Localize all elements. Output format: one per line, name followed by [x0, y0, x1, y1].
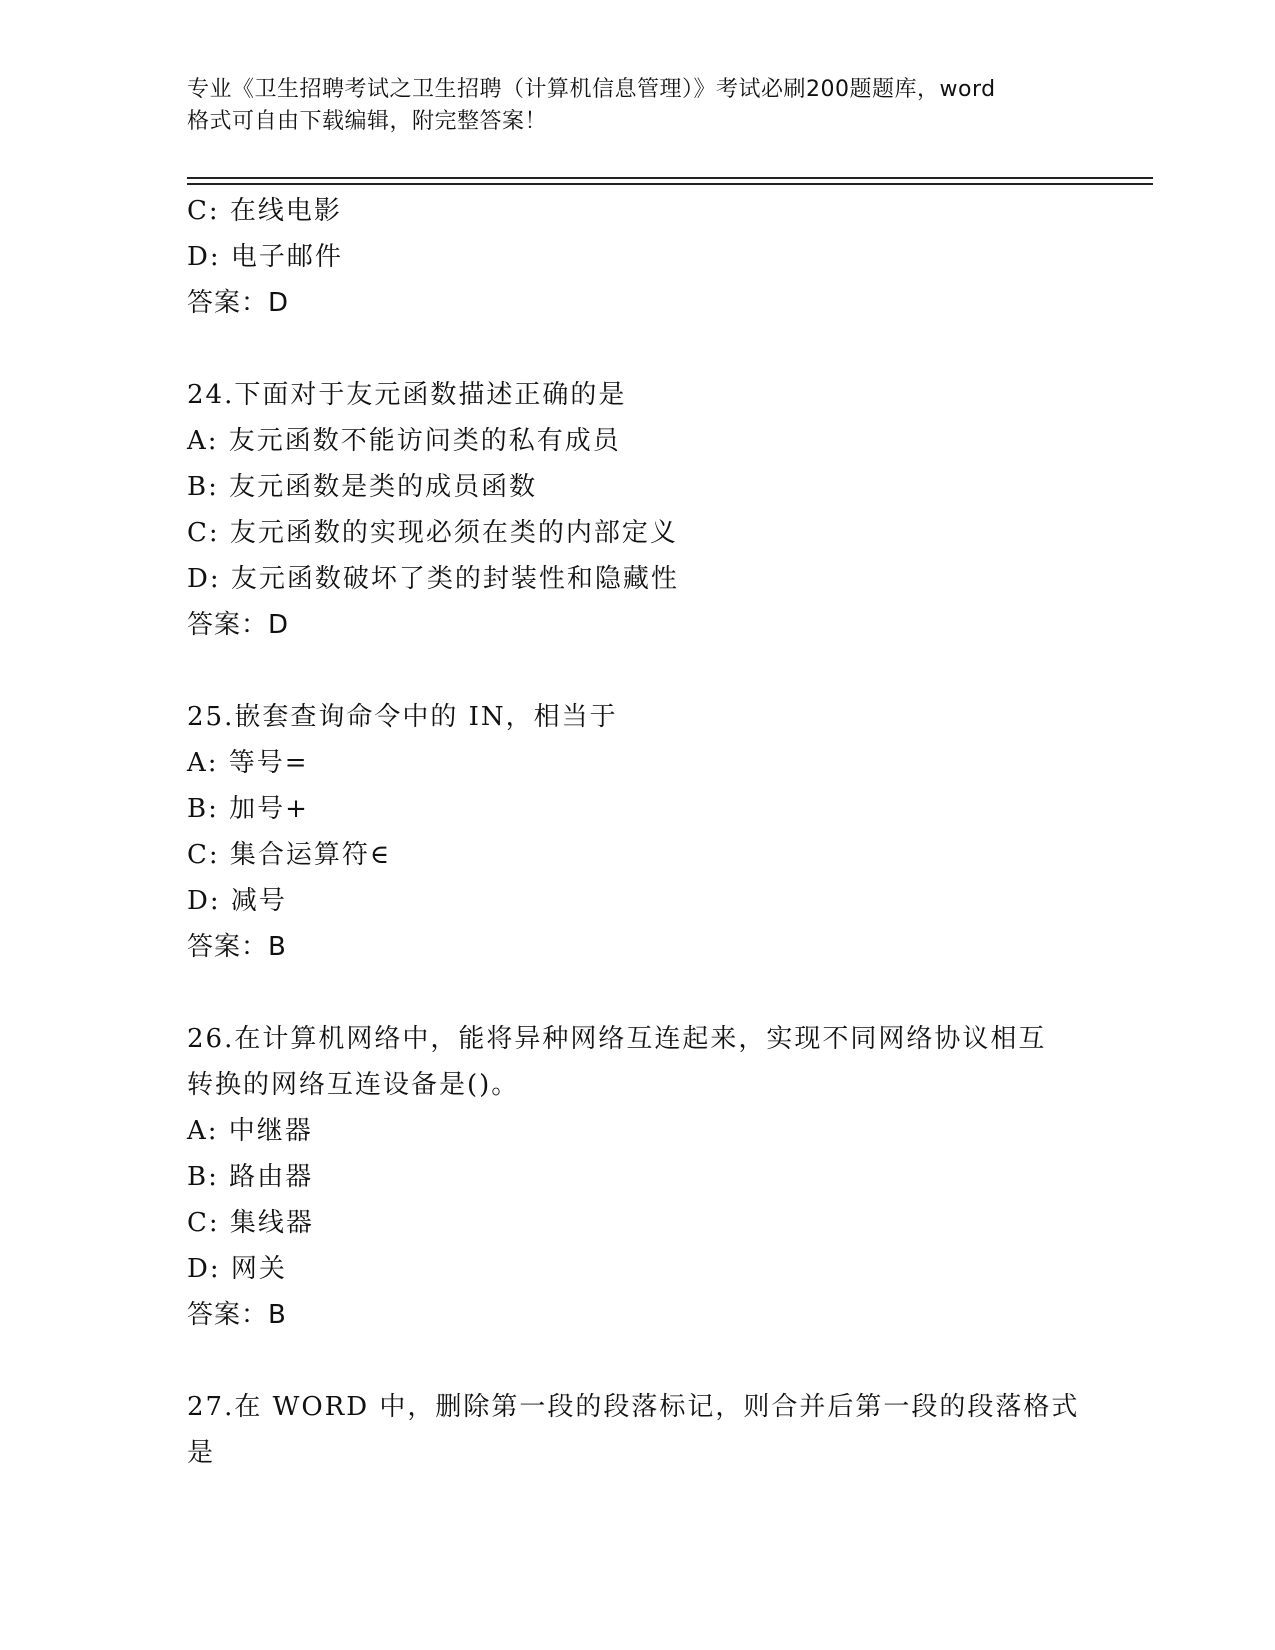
q24-option-b: B: 友元函数是类的成员函数	[187, 472, 538, 502]
q24-answer: 答案：D	[187, 610, 290, 640]
q26-option-b: B: 路由器	[187, 1162, 314, 1192]
spacer	[187, 648, 1087, 694]
spacer	[187, 1338, 1087, 1384]
q27-title-line-2: 是	[187, 1438, 216, 1468]
q25-option-c: C: 集合运算符∈	[187, 840, 392, 870]
question-list	[187, 188, 1087, 1476]
question-26	[187, 1016, 1087, 1338]
q25-option-a: A: 等号=	[187, 748, 309, 778]
q26-option-c: C: 集线器	[187, 1208, 314, 1238]
q26-option-d: D: 网关	[187, 1254, 287, 1284]
q26-title-line-2: 转换的网络互连设备是()。	[187, 1070, 520, 1100]
q27-title-line-1: 27.在 WORD 中，删除第一段的段落标记，则合并后第一段的段落格式	[187, 1392, 1080, 1422]
header-title-line-2: 格式可自由下载编辑，附完整答案！	[187, 109, 548, 134]
document-header	[187, 74, 1087, 138]
header-title-line-1: 专业《卫生招聘考试之卫生招聘（计算机信息管理）》考试必刷200题题库，word	[187, 77, 996, 102]
q24-title: 24.下面对于友元函数描述正确的是	[187, 380, 627, 410]
question-24	[187, 372, 1087, 648]
question-25	[187, 694, 1087, 970]
q23-option-d: D: 电子邮件	[187, 242, 343, 272]
question-23-tail	[187, 188, 1087, 326]
q25-option-d: D: 减号	[187, 886, 287, 916]
header-divider-bottom	[187, 183, 1153, 185]
q26-title-line-1: 26.在计算机网络中，能将异种网络互连起来，实现不同网络协议相互	[187, 1024, 1047, 1054]
q23-answer: 答案：D	[187, 288, 290, 318]
q24-option-a: A: 友元函数不能访问类的私有成员	[187, 426, 621, 456]
q24-option-d: D: 友元函数破坏了类的封装性和隐藏性	[187, 564, 679, 594]
q25-answer: 答案：B	[187, 932, 287, 962]
question-27	[187, 1384, 1087, 1476]
spacer	[187, 326, 1087, 372]
q23-option-c: C: 在线电影	[187, 196, 342, 226]
spacer	[187, 970, 1087, 1016]
q26-answer: 答案：B	[187, 1300, 287, 1330]
q24-option-c: C: 友元函数的实现必须在类的内部定义	[187, 518, 678, 548]
q25-title: 25.嵌套查询命令中的 IN，相当于	[187, 702, 618, 732]
q26-option-a: A: 中继器	[187, 1116, 313, 1146]
header-divider-top	[187, 177, 1153, 179]
q25-option-b: B: 加号+	[187, 794, 309, 824]
